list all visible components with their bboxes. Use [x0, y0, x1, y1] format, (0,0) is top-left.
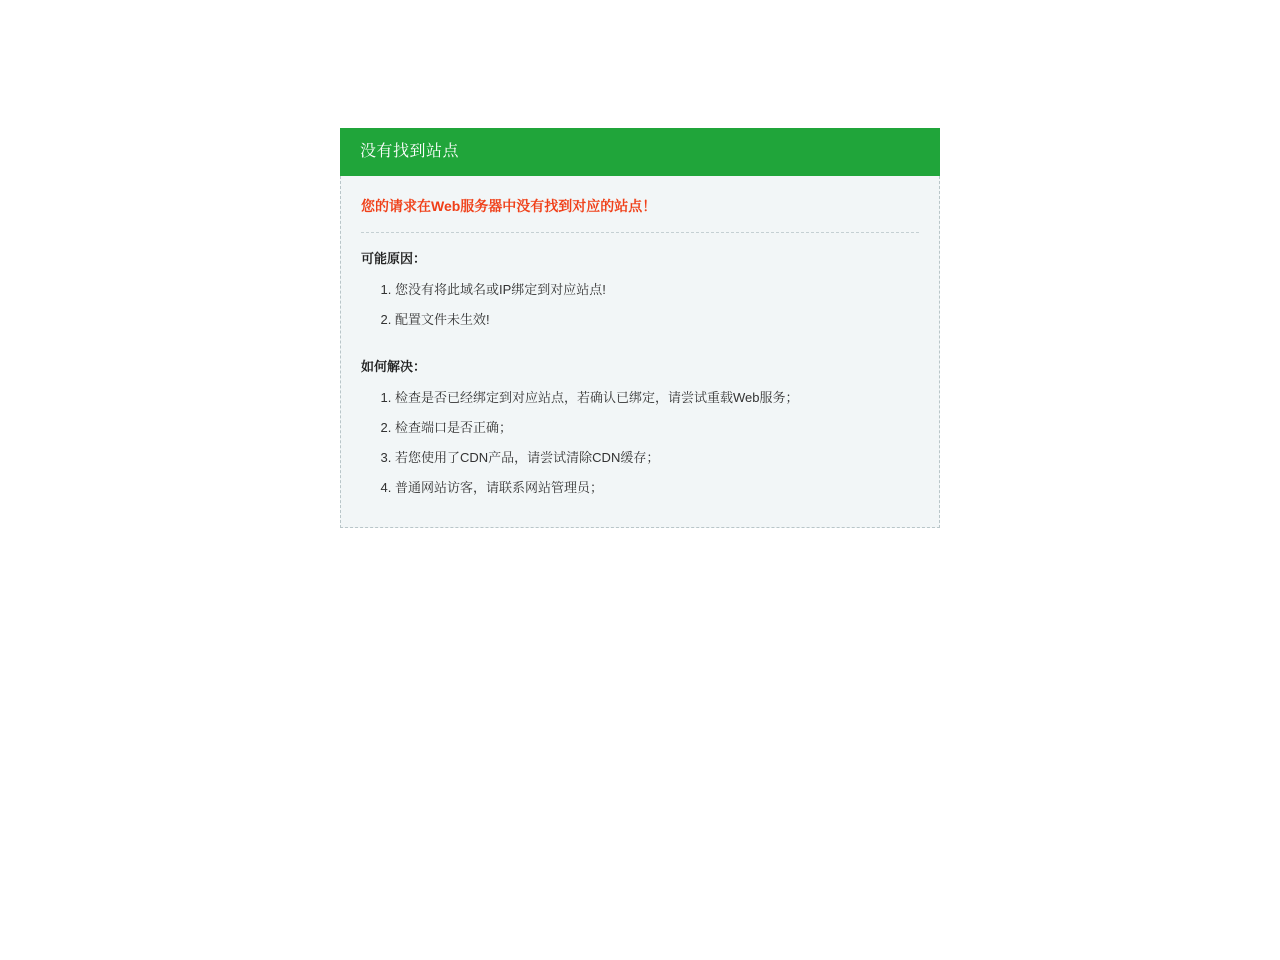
panel-body	[340, 176, 940, 528]
reasons-heading: 可能原因：	[361, 251, 427, 266]
alert-message: 您的请求在Web服务器中没有找到对应的站点！	[361, 198, 657, 214]
list-item: 1. 检查是否已经绑定到对应站点，若确认已绑定，请尝试重载Web服务；	[395, 383, 919, 413]
list-item: 1. 您没有将此域名或IP绑定到对应站点!	[395, 275, 919, 305]
panel-header: 没有找到站点	[340, 128, 940, 176]
list-item: 2. 配置文件未生效!	[395, 305, 919, 335]
divider	[361, 232, 919, 233]
list-item: 4. 普通网站访客，请联系网站管理员；	[395, 473, 919, 503]
solutions-heading: 如何解决：	[361, 359, 427, 374]
reasons-list	[361, 275, 919, 335]
site-not-found-panel	[340, 128, 940, 528]
bottom-spacer	[361, 503, 919, 505]
list-item: 3. 若您使用了CDN产品，请尝试清除CDN缓存；	[395, 443, 919, 473]
solutions-list	[361, 383, 919, 503]
list-item: 2. 检查端口是否正确；	[395, 413, 919, 443]
